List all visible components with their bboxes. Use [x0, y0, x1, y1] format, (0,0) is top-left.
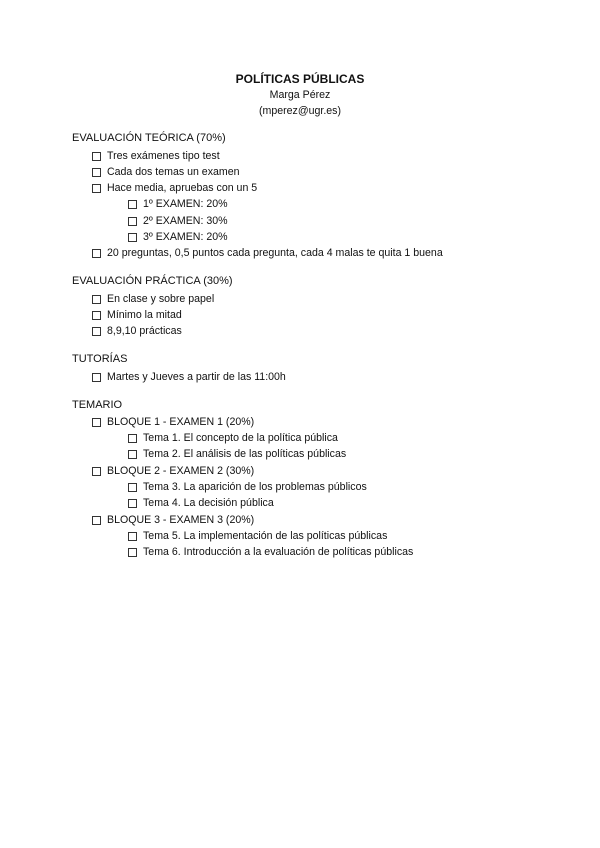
tema-label: Tema 5. La implementación de las políticas públicas [143, 530, 388, 542]
tema-item[interactable] [128, 480, 367, 494]
tema-item[interactable] [128, 545, 413, 559]
section-heading-teorica: EVALUACIÓN TEÓRICA (70%) [72, 132, 226, 144]
checklist-item[interactable] [92, 308, 182, 322]
checklist-item[interactable] [92, 246, 443, 260]
item-label: 20 preguntas, 0,5 puntos cada pregunta, cada 4 malas te quita 1 buena [107, 247, 443, 259]
checkbox[interactable] [128, 200, 137, 209]
section-heading-practica: EVALUACIÓN PRÁCTICA (30%) [72, 275, 233, 287]
checkbox[interactable] [92, 327, 101, 336]
bloque-label: BLOQUE 3 - EXAMEN 3 (20%) [107, 514, 255, 526]
checkbox[interactable] [128, 483, 137, 492]
item-label: Mínimo la mitad [107, 309, 182, 321]
item-label: Hace media, apruebas con un 5 [107, 182, 258, 194]
item-label: Cada dos temas un examen [107, 166, 240, 178]
tema-label: Tema 6. Introducción a la evaluación de políticas públicas [143, 546, 414, 558]
checkbox[interactable] [128, 233, 137, 242]
bloque-item[interactable] [92, 464, 254, 478]
checkbox[interactable] [92, 152, 101, 161]
item-label: En clase y sobre papel [107, 293, 215, 305]
document-author: Marga Pérez [269, 89, 331, 101]
checklist-item[interactable] [92, 324, 182, 338]
checkbox[interactable] [92, 168, 101, 177]
tema-item[interactable] [128, 529, 387, 543]
checkbox[interactable] [92, 418, 101, 427]
document-header [0, 71, 600, 119]
item-label: 1º EXAMEN: 20% [143, 198, 228, 210]
checkbox[interactable] [128, 548, 137, 557]
checklist-subitem[interactable] [128, 214, 228, 228]
checkbox[interactable] [128, 217, 137, 226]
section-heading-temario: TEMARIO [72, 399, 123, 411]
item-label: 3º EXAMEN: 20% [143, 231, 228, 243]
checkbox[interactable] [128, 434, 137, 443]
checklist-subitem[interactable] [128, 230, 228, 244]
bloque-label: BLOQUE 1 - EXAMEN 1 (20%) [107, 416, 255, 428]
checklist-item[interactable] [92, 181, 257, 195]
checkbox[interactable] [128, 532, 137, 541]
document-title: POLÍTICAS PÚBLICAS [235, 72, 365, 86]
checkbox[interactable] [92, 184, 101, 193]
checklist-item[interactable] [92, 165, 240, 179]
checkbox[interactable] [128, 499, 137, 508]
item-label: 2º EXAMEN: 30% [143, 215, 228, 227]
section-heading-tutorias: TUTORÍAS [72, 353, 128, 365]
checkbox[interactable] [92, 311, 101, 320]
checklist-item[interactable] [92, 292, 214, 306]
checkbox[interactable] [92, 295, 101, 304]
tema-label: Tema 3. La aparición de los problemas públicos [143, 481, 367, 493]
tema-item[interactable] [128, 447, 346, 461]
tema-label: Tema 4. La decisión pública [143, 497, 274, 509]
checklist-item[interactable] [92, 370, 286, 384]
checkbox[interactable] [92, 249, 101, 258]
item-label: Martes y Jueves a partir de las 11:00h [107, 371, 286, 383]
bloque-label: BLOQUE 2 - EXAMEN 2 (30%) [107, 465, 255, 477]
tema-label: Tema 1. El concepto de la política pública [143, 432, 338, 444]
checklist-subitem[interactable] [128, 197, 228, 211]
checkbox[interactable] [92, 516, 101, 525]
checkbox[interactable] [92, 467, 101, 476]
item-label: 8,9,10 prácticas [107, 325, 182, 337]
item-label: Tres exámenes tipo test [107, 150, 220, 162]
checkbox[interactable] [92, 373, 101, 382]
tema-label: Tema 2. El análisis de las políticas públicas [143, 448, 347, 460]
bloque-item[interactable] [92, 415, 254, 429]
checklist-item[interactable] [92, 149, 220, 163]
tema-item[interactable] [128, 496, 274, 510]
checkbox[interactable] [128, 450, 137, 459]
document-email: (mperez@ugr.es) [259, 105, 341, 117]
tema-item[interactable] [128, 431, 338, 445]
bloque-item[interactable] [92, 513, 254, 527]
